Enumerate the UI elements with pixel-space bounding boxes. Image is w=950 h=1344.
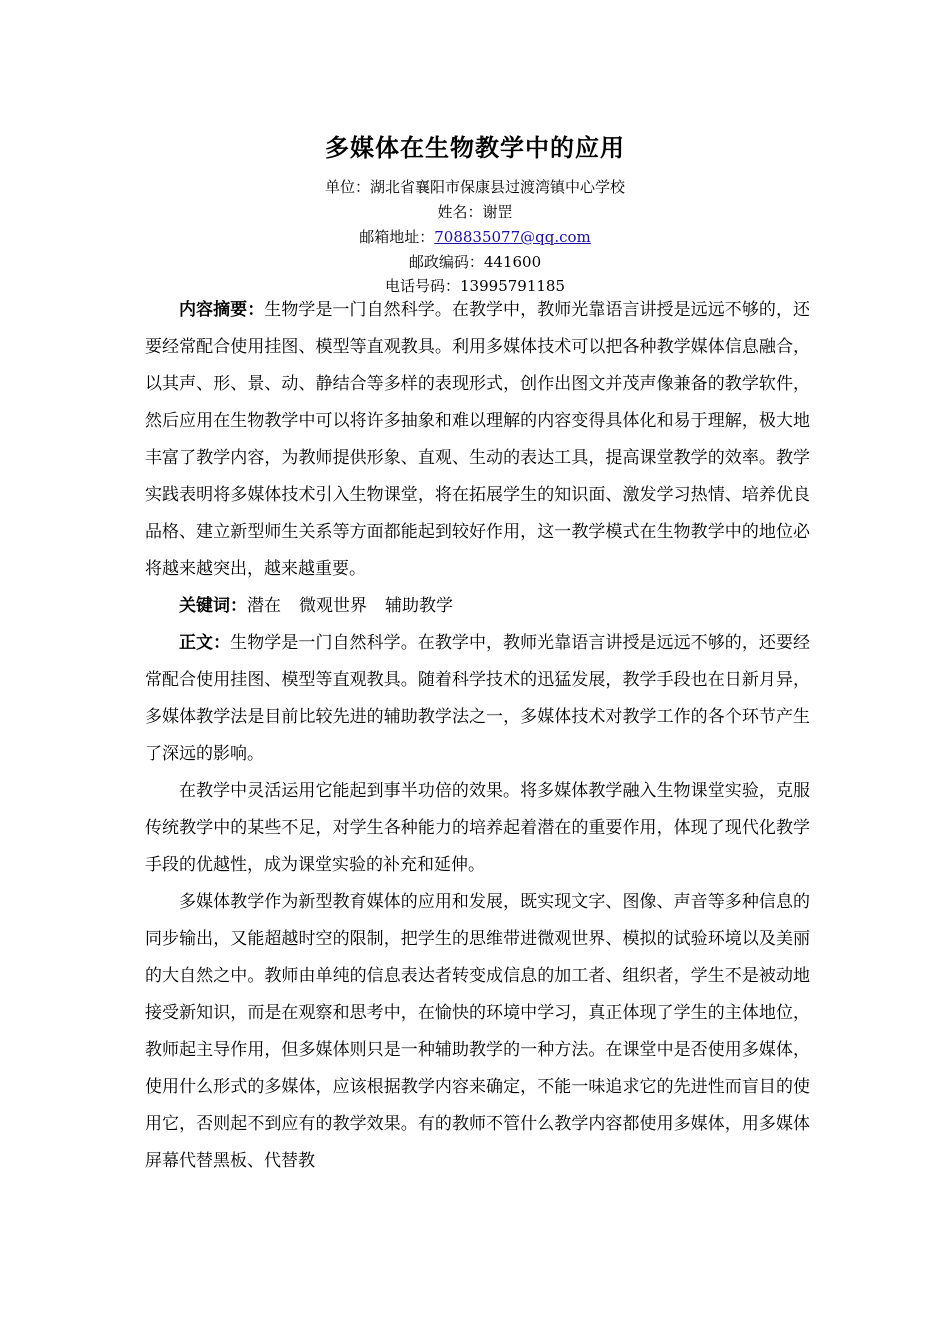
keyword-item: 辅助教学 [385,596,453,616]
body-paragraph-3: 多媒体教学作为新型教育媒体的应用和发展，既实现文字、图像、声音等多种信息的同步输出，又能超越时空的限制，把学生的思维带进微观世界、模拟的试验环境以及美丽的大自然之中。教师由单纯的信息表达者转变成信息的加工者、组织者，学生不是被动地接受新知识，而是在观察和思考中，在愉快的环境中学习，真正体现了学生的主体地位，教师起主导作用，但多媒体则只是一种辅助教学的一种方法。在课堂中是否使用多媒体，使用什么形式的多媒体，应该根据教学内容来确定，不能一味追求它的先进性而盲目的使用它，否则起不到应有的教学效果。有的教师不管什么教学内容都使用多媒体，用多媒体屏幕代替黑板、代替教 [145,892,810,1171]
keywords-label: 关键词： [179,596,247,616]
unit-value: 湖北省襄阳市保康县过渡湾镇中心学校 [370,178,626,196]
abstract-label: 内容摘要： [179,300,265,320]
body-paragraph-1-text: 生物学是一门自然科学。在教学中，教师光靠语言讲授是远远不够的，还要经常配合使用挂图、模型等直观教具。随着科学技术的迅猛发展，教学手段也在日新月异，多媒体教学法是目前比较先进的辅助教学法之一，多媒体技术对教学工作的各个环节产生了深远的影响。 [145,633,811,764]
author-unit [0,177,950,197]
abstract-paragraph [145,292,810,588]
body-paragraph-1 [145,625,810,773]
phone-value: 13995791185 [460,277,565,295]
postcode-value: 441600 [483,253,542,271]
name-value: 谢罡 [482,203,513,221]
author-postcode [0,252,950,272]
body-paragraph-2: 在教学中灵活运用它能起到事半功倍的效果。将多媒体教学融入生物课堂实验，克服传统教学中的某些不足，对学生各种能力的培养起着潜在的重要作用，体现了现代化教学手段的优越性，成为课堂实验的补充和延伸。 [145,781,810,875]
unit-label: 单位： [324,178,370,196]
keyword-item: 微观世界 [299,596,367,616]
body-label: 正文： [179,633,231,653]
document-body [145,292,810,1180]
email-link[interactable]: 708835077@qq.com [434,228,591,246]
abstract-text: 生物学是一门自然科学。在教学中，教师光靠语言讲授是远远不够的，还要经常配合使用挂图、模型等直观教具。利用多媒体技术可以把各种教学媒体信息融合，以其声、形、景、动、静结合等多样的表现形式，创作出图文并茂声像兼备的教学软件，然后应用在生物教学中可以将许多抽象和难以理解的内容变得具体化和易于理解，极大地丰富了教学内容，为教师提供形象、直观、生动的表达工具，提高课堂教学的效率。教学实践表明将多媒体技术引入生物课堂，将在拓展学生的知识面、激发学习热情、培养优良品格、建立新型师生关系等方面都能起到较好作用，这一教学模式在生物教学中的地位必将越来越突出，越来越重要。 [145,300,811,579]
phone-label: 电话号码： [385,277,461,295]
email-label: 邮箱地址： [359,228,435,246]
author-name [0,202,950,222]
keyword-item: 潜在 [247,596,281,616]
postcode-label: 邮政编码： [408,253,484,271]
author-email [0,227,950,247]
keywords-paragraph [145,588,810,625]
name-label: 姓名： [437,203,483,221]
document-title: 多媒体在生物教学中的应用 [325,134,625,162]
